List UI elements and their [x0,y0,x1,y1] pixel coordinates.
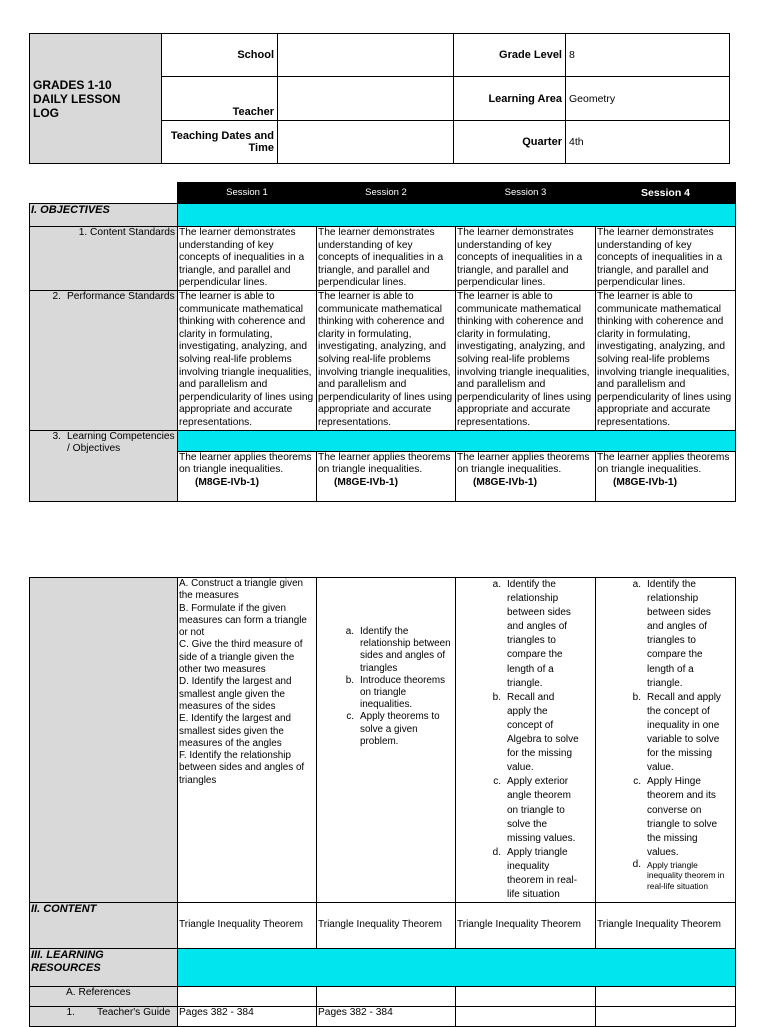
objectives-table [29,182,736,502]
references-s2[interactable] [317,987,456,1007]
content-standards-label: 1. Content Standards [30,227,178,291]
teachers-guide-s2[interactable]: Pages 382 - 384 [317,1007,456,1027]
performance-standards-label: 2. Performance Standards [30,290,178,430]
teachers-guide-s1[interactable]: Pages 382 - 384 [178,1007,317,1027]
competencies-s4[interactable]: The learner applies theorems on triangle inequalities. (M8GE-IVb-1) [596,451,736,501]
content-s1[interactable]: Triangle Inequality Theorem [178,903,317,949]
detail-s3[interactable]: a. Identify the relationship between sides and angles of triangles to compare the length of a triangle. b. Recall and apply the concept of Algebra to solve for the missing value. c. Apply exterior angle theorem on triangle to solve the missing values. d. Apply triangle inequality theorem in real-life situation [456,578,596,903]
content-standards-s4[interactable]: The learner demonstrates understanding of key concepts of inequalities in a triangle, and parallel and perpendicular lines. [596,227,736,291]
competencies-label: 3. Learning Competencies / Objectives [30,430,178,501]
competencies-s1[interactable]: The learner applies theorems on triangle inequalities. (M8GE-IVb-1) [178,451,317,501]
performance-standards-s1[interactable]: The learner is able to communicate mathematical thinking with coherence and clarity in formulating, investigating, analyzing, and solving real-life problems involving triangle inequalities, and parallelism and perpendicularity of lines using appropriate and accurate representations. [178,290,317,430]
session-3-header: Session 3 [456,183,596,204]
school-field[interactable] [278,34,454,77]
detail-s1[interactable]: A. Construct a triangle given the measures B. Formulate if the given measures can form a triangle or not C. Give the third measure of side of a triangle given the other two measures D. Identify the largest and smallest angle given the measures of the sides E. Identify the largest and smallest sides given the measures of the angles F. Identify the relationship between sides and angles of triangles [178,578,317,903]
references-s3[interactable] [456,987,596,1007]
resources-section-title: III. LEARNING RESOURCES [30,949,178,987]
teacher-label: Teacher [162,77,278,121]
session-4-header: Session 4 [596,183,736,204]
content-s4[interactable]: Triangle Inequality Theorem [596,903,736,949]
detail-table [29,577,736,1027]
content-standards-s1[interactable]: The learner demonstrates understanding of key concepts of inequalities in a triangle, and parallel and perpendicular lines. [178,227,317,291]
teaching-dates-field[interactable] [278,121,454,164]
detail-label [30,578,178,903]
content-s2[interactable]: Triangle Inequality Theorem [317,903,456,949]
content-standards-s2[interactable]: The learner demonstrates understanding of key concepts of inequalities in a triangle, and parallel and perpendicular lines. [317,227,456,291]
references-label: A. References [30,987,178,1007]
content-section-title: II. CONTENT [30,903,178,949]
references-s4[interactable] [596,987,736,1007]
log-title: GRADES 1-10 DAILY LESSON LOG [30,34,162,164]
teaching-dates-label: Teaching Dates and Time [162,121,278,164]
teacher-field[interactable] [278,77,454,121]
grade-level-value[interactable]: 8 [566,34,730,77]
references-s1[interactable] [178,987,317,1007]
performance-standards-s3[interactable]: The learner is able to communicate mathematical thinking with coherence and clarity in formulating, investigating, analyzing, and solving real-life problems involving triangle inequalities, and parallelism and perpendicularity of lines using appropriate and accurate representations. [456,290,596,430]
competencies-s2[interactable]: The learner applies theorems on triangle inequalities. (M8GE-IVb-1) [317,451,456,501]
content-s3[interactable]: Triangle Inequality Theorem [456,903,596,949]
learning-area-label: Learning Area [454,77,566,121]
school-label: School [162,34,278,77]
objectives-section-title: I. OBJECTIVES [30,204,178,227]
competencies-s3[interactable]: The learner applies theorems on triangle inequalities. (M8GE-IVb-1) [456,451,596,501]
detail-s2[interactable]: a. Identify the relationship between sides and angles of triangles b. Introduce theorems on triangle inequalities. c. Apply theorems to solve a given problem. [317,578,456,903]
performance-standards-s4[interactable]: The learner is able to communicate mathematical thinking with coherence and clarity in formulating, investigating, analyzing, and solving real-life problems involving triangle inequalities, and parallelism and perpendicularity of lines using appropriate and accurate representations. [596,290,736,430]
grade-level-label: Grade Level [454,34,566,77]
learning-area-value[interactable]: Geometry [566,77,730,121]
competencies-band [178,430,736,451]
quarter-value[interactable]: 4th [566,121,730,164]
performance-standards-s2[interactable]: The learner is able to communicate mathematical thinking with coherence and clarity in formulating, investigating, analyzing, and solving real-life problems involving triangle inequalities, and parallelism and perpendicularity of lines using appropriate and accurate representations. [317,290,456,430]
resources-band [178,949,736,987]
detail-s4[interactable]: a. Identify the relationship between sides and angles of triangles to compare the length of a triangle. b. Recall and apply the concept of inequality in one variable to solve for the missing value. c. Apply Hinge theorem and its converse on triangle to solve the missing values. d. Apply triangle inequality theorem in real-life situation [596,578,736,903]
header-table [29,33,730,164]
session-1-header: Session 1 [178,183,317,204]
quarter-label: Quarter [454,121,566,164]
session-2-header: Session 2 [317,183,456,204]
content-standards-s3[interactable]: The learner demonstrates understanding of key concepts of inequalities in a triangle, and parallel and perpendicular lines. [456,227,596,291]
teachers-guide-label: 1. Teacher's Guide [30,1007,178,1027]
objectives-band [178,204,736,227]
